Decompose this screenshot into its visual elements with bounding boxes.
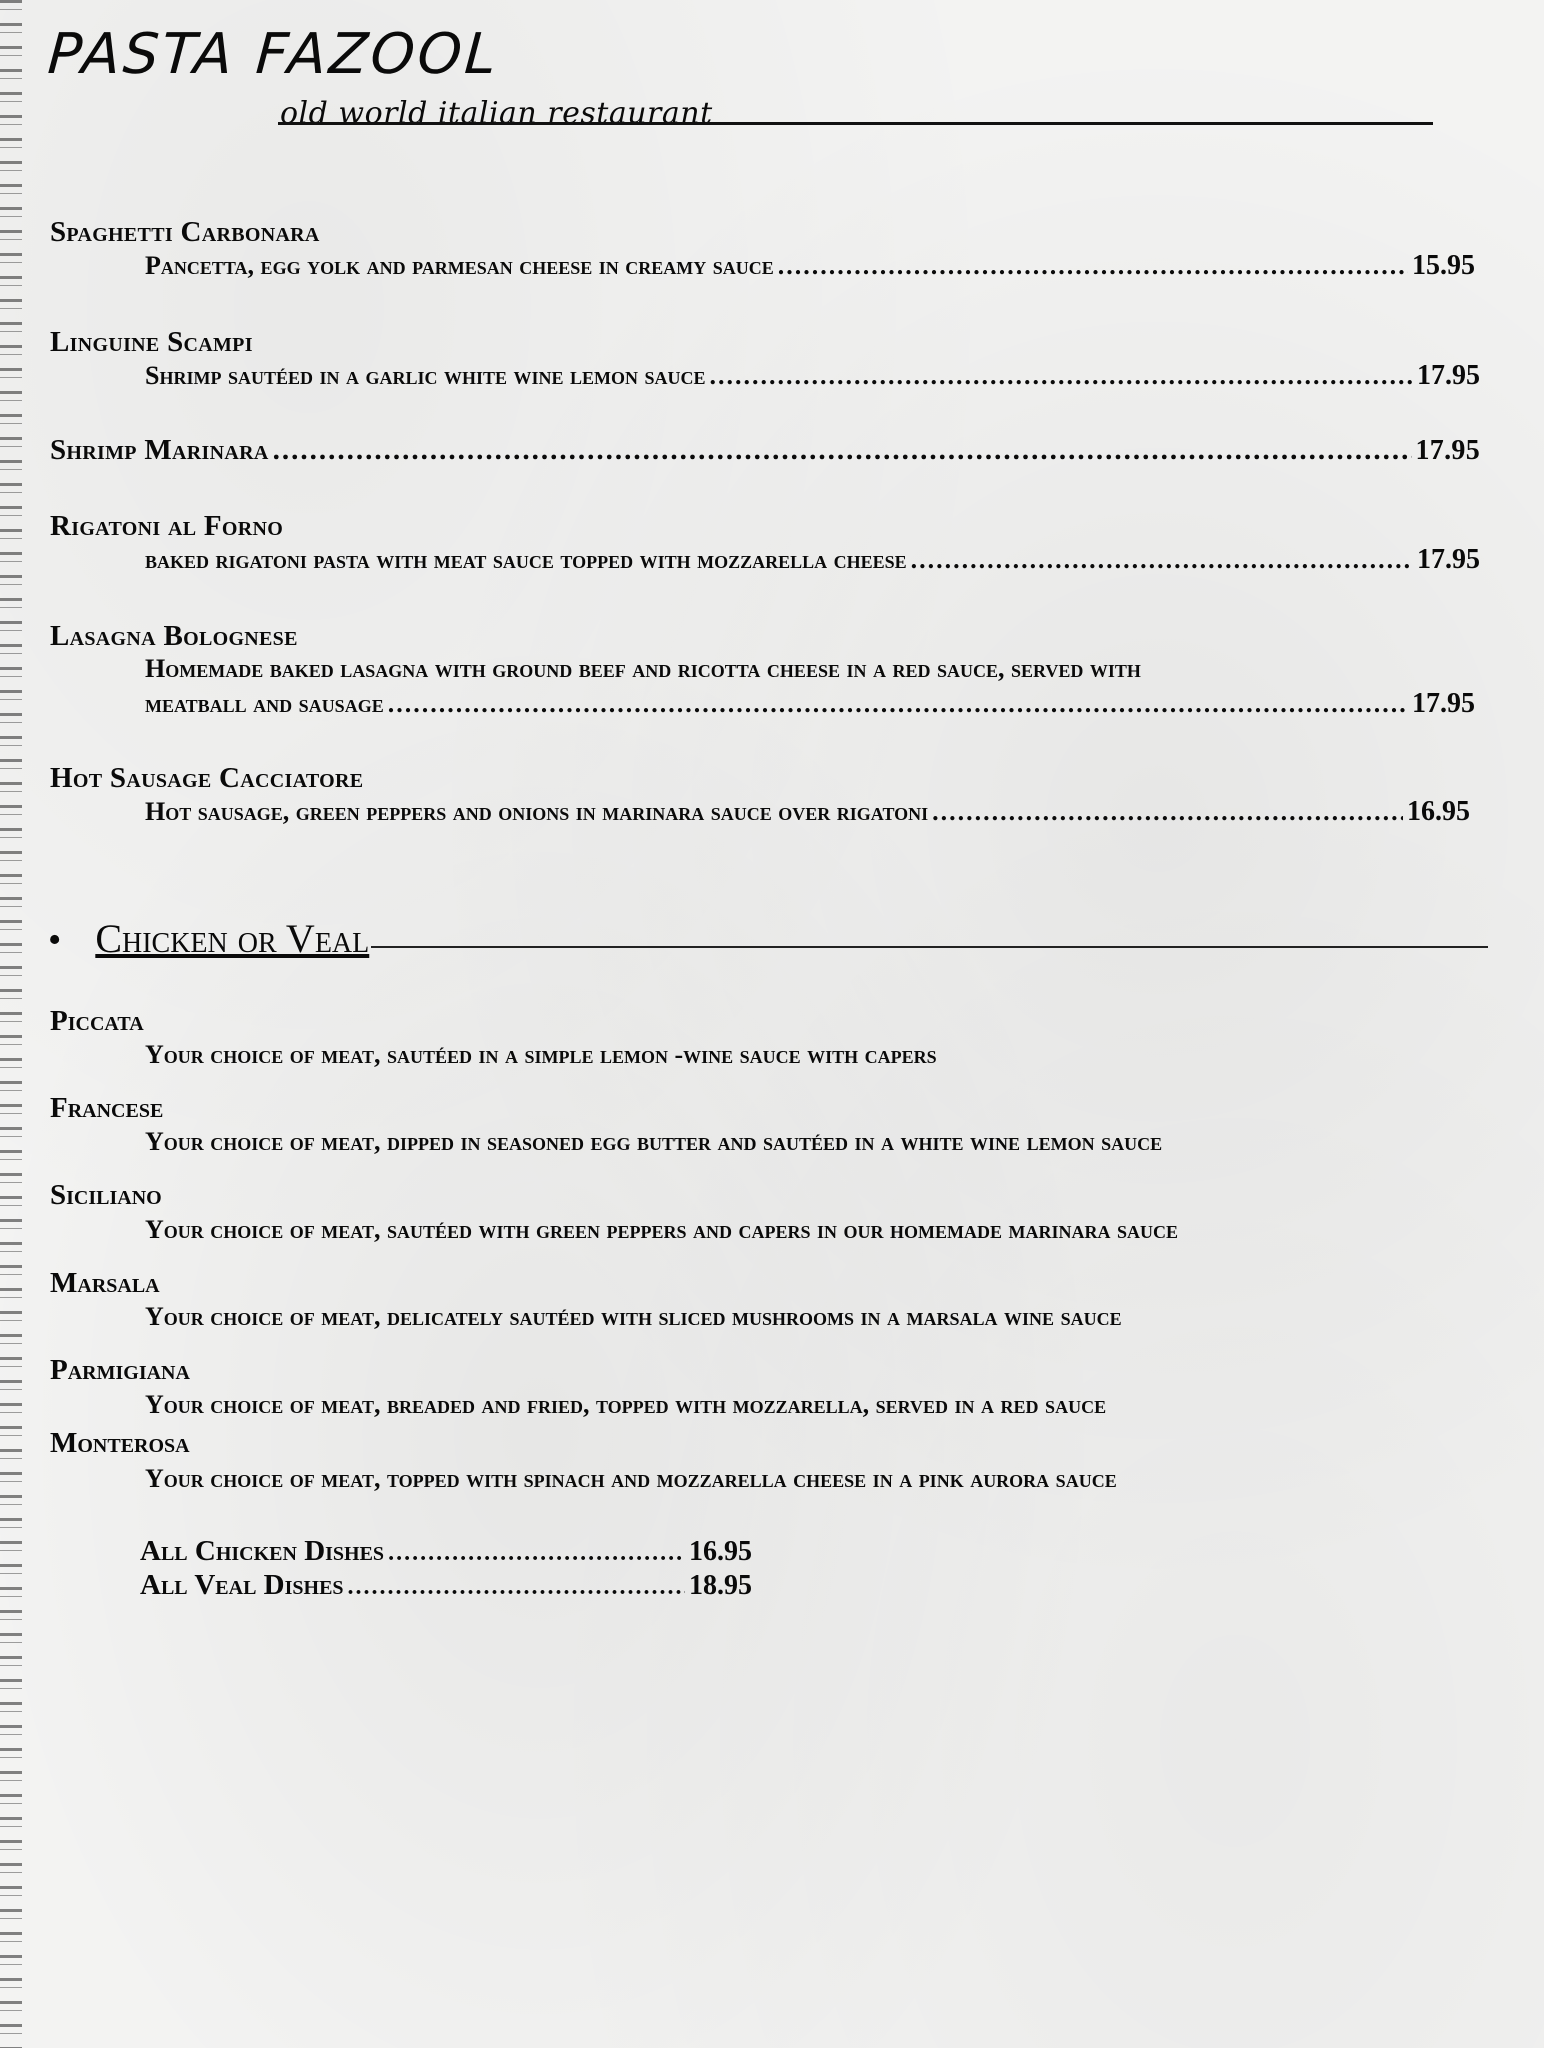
menu-item-name: Hot Sausage Cacciatore [50, 762, 364, 794]
menu-item-line [145, 544, 1480, 576]
menu-item-name: Shrimp Marinara [50, 434, 269, 466]
menu-item-description: Shrimp sautéed in a garlic white wine lemon sauce [145, 361, 706, 390]
menu-item-price: 17.95 [1412, 688, 1475, 719]
section-title: Chicken or Veal [95, 916, 370, 961]
all-chicken-price: 16.95 [689, 1536, 752, 1567]
restaurant-subtitle: old world italian restaurant [280, 96, 713, 131]
all-veal-price-line [140, 1569, 752, 1602]
menu-item-description: Your choice of meat, dipped in seasoned egg butter and sautéed in a white wine lemon sauce [145, 1127, 1163, 1156]
menu-item-description: baked rigatoni pasta with meat sauce topped with mozzarella cheese [145, 545, 907, 574]
menu-item-description: Your choice of meat, sautéed in a simple lemon -wine sauce with capers [145, 1040, 937, 1069]
menu-item-price: 17.95 [1417, 544, 1480, 575]
subtitle-underline [278, 122, 1433, 125]
menu-item-price: 17.95 [1417, 360, 1480, 391]
menu-item-name: Francese [50, 1092, 164, 1124]
leader-dots [911, 545, 1413, 575]
menu-item-price: 17.95 [1415, 435, 1480, 466]
menu-item-line [145, 688, 1475, 720]
restaurant-title: PASTA FAZOOL [45, 22, 502, 87]
menu-item-line [145, 360, 1480, 392]
leader-dots [273, 434, 1412, 467]
leader-dots [348, 1574, 685, 1601]
menu-item-description: Your choice of meat, topped with spinach and mozzarella cheese in a pink aurora sauce [145, 1464, 1117, 1493]
menu-item-name: Parmigiana [50, 1354, 190, 1386]
leader-dots [778, 251, 1408, 281]
scan-binding-edge [0, 0, 22, 2048]
menu-item-description: Your choice of meat, breaded and fried, topped with mozzarella, served in a red sauce [145, 1390, 1107, 1419]
menu-item-name: Siciliano [50, 1179, 162, 1211]
menu-item-name: Linguine Scampi [50, 326, 253, 358]
leader-dots [388, 1540, 685, 1567]
leader-dots [932, 797, 1403, 827]
section-rule [371, 946, 1488, 948]
menu-item-description: Pancetta, egg yolk and parmesan cheese in creamy sauce [145, 251, 774, 280]
menu-item-name: Lasagna Bolognese [50, 620, 298, 652]
menu-item-description: Your choice of meat, delicately sautéed with sliced mushrooms in a marsala wine sauce [145, 1302, 1122, 1331]
menu-item-name: Spaghetti Carbonara [50, 216, 320, 248]
menu-item-name: Monterosa [50, 1427, 190, 1459]
menu-item-line [50, 434, 1480, 467]
menu-item-price: 15.95 [1412, 250, 1475, 281]
menu-item-description: Your choice of meat, sautéed with green peppers and capers in our homemade marinara sauce [145, 1215, 1179, 1244]
section-header [48, 915, 1488, 962]
leader-dots [388, 689, 1408, 719]
all-chicken-label: All Chicken Dishes [140, 1535, 385, 1567]
menu-item-line [145, 796, 1470, 828]
menu-item-description: meatball and sausage [145, 689, 384, 718]
all-veal-price: 18.95 [689, 1570, 752, 1601]
menu-item-name: Rigatoni al Forno [50, 510, 284, 542]
menu-item-name: Piccata [50, 1005, 144, 1037]
menu-item-name: Marsala [50, 1267, 160, 1299]
bullet-icon: • [48, 919, 62, 961]
menu-item-price: 16.95 [1407, 796, 1470, 827]
menu-item-description: Homemade baked lasagna with ground beef and ricotta cheese in a red sauce, served with [145, 654, 1141, 683]
all-veal-label: All Veal Dishes [140, 1569, 344, 1601]
leader-dots [710, 361, 1413, 391]
menu-item-description: Hot sausage, green peppers and onions in marinara sauce over rigatoni [145, 797, 929, 826]
all-chicken-price-line [140, 1535, 752, 1568]
menu-item-line [145, 250, 1475, 282]
